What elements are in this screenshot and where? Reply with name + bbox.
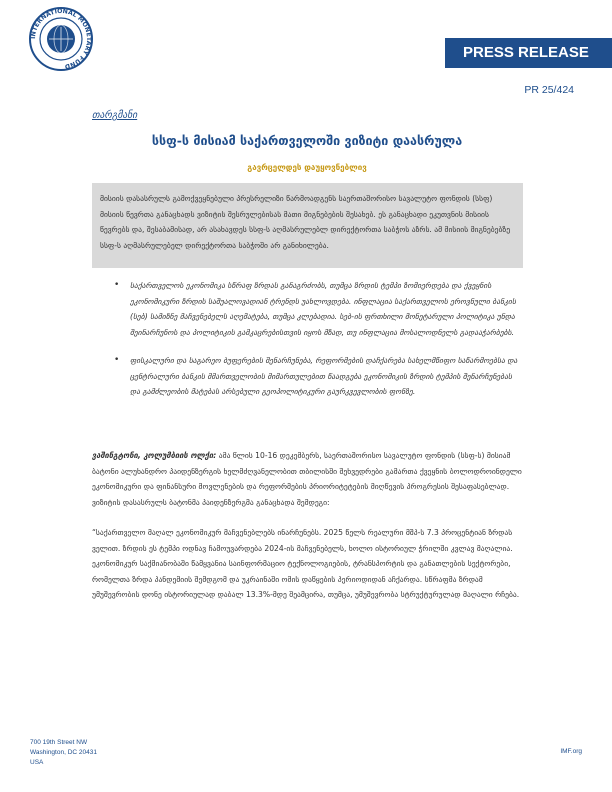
- paragraph-text: ამა წლის 10-16 დეკემბერს, საერთაშორისო სავალუტო ფონდის (სსფ-ს) მისიამ ბატონი ალუხანდრო პაიდენზერგის ხელმძღვანელობით თბილისში შეხვედრები გამართა ქვეყნის ბოლოდროინდელი ეკონომიკური და ფინანსური მოვლენების და რეფორმების პრიორიტეტების მიღწევის პროგრესის შესაფასებლად. ვიზიტის დასასრულს ბატონმა პაიდენზერგმა განაცხადა შემდეგი:: [92, 451, 522, 507]
- address-line: 700 19th Street NW: [30, 739, 88, 746]
- bullet-icon: •: [114, 355, 120, 365]
- list-item: [112, 353, 522, 400]
- svg-text:INTERNATIONAL MONETARY FUND: INTERNATIONAL MONETARY FUND: [29, 7, 93, 70]
- disclaimer-box: [92, 183, 523, 268]
- address-line: Washington, DC 20431: [30, 749, 97, 756]
- page-title: სსფ-ს მისიამ საქართველოში ვიზიტი დაასრულა: [151, 133, 463, 148]
- footer-address: [30, 738, 97, 768]
- body-paragraph-2: [92, 525, 522, 603]
- list-item: [112, 278, 522, 340]
- disclaimer-text: მისიის დასასრულს გამოქვეყნებული პრესრელიზი წარმოადგენს საერთაშორისო სავალუტო ფონდის (სსფ) მისიის წევრთა განაცხადს ვიზიტის შესრულებისას მათი მიგნებების შესახებ. ეს განაცხადი ეკუთვნის მისიის წევრებს და, შესაბამისად, არ ასახავდეს სსფ-ს აღმასრულებლ დირექტორთა საბჭოს აზრს. ამ მისიის მიგნებებზე სსფ-ს აღმასრულებელ დირექტორთა საბჭოში არ განიხილება.: [100, 194, 511, 250]
- translation-link[interactable]: თარგმანი: [92, 110, 138, 121]
- imf-seal-logo: [28, 6, 94, 72]
- bullet-text: ფისკალური და საგარეო ბუფერების შენარჩუნება, რეფორმების დაჩქარება სახელმწიფო საწარმოებსა და ცენტრალური ბანკის მმართველობის მიმართულებით წაადგება ეკონომიკის ზრდის ტემპის შენარჩუნებას და გამძლეობის მატებას არსებული გეოპოლიტიკური გაურკვევლობის ფონზე.: [130, 356, 518, 396]
- key-points-list: [112, 278, 522, 413]
- press-release-number: PR 25/424: [524, 84, 574, 96]
- paragraph-text: “საქართველო მაღალ ეკონომიკურ მაჩვენებლებს ინარჩუნებს. 2025 წელს რეალური მშპ-ს 7.3 პროცენტიან ზრდას ველით. ზრდის ეს ტემპი ოდნავ ჩამოუვარდება 2024-ის მაჩვენებელს, ხოლო ისტორიულ ჭრილში კვლავ მაღალია. ეკონომიკურ საქმიანობაში წამყვანია საინფორმაციო ტექნოლოგიების, ტრანსპორტის და განათლების სექტორები, რომელთა ზრდა პანდემიის შემდგომ და უკრაინაში ომის დაწყების პერიოდიდან აჩქარდა. სწრაფმა ზრდამ უმუშევრობის დონე ისტორიულად დაბალ 13.3%-მდე შეამცირა, თუმცა, უმუშევრობა სტრუქტურულად მაღალი რჩება.: [92, 528, 520, 599]
- bullet-icon: •: [114, 280, 120, 290]
- footer-website-link[interactable]: IMF.org: [560, 748, 582, 755]
- bullet-text: საქართველოს ეკონომიკა სწრაფ ზრდას განაგრძობს, თუმცა ზრდის ტემპი ზომიერდება და ქვეყნის ეკონომიკური ზრდის საშუალოვადიან ტრენდს უახლოვდება. ინფლაცია საქართველოს ეროვნული ბანკის (სებ) სამიზნე მაჩვენებელს აღემატება, თუმცა კლებადია. სებ-ის ფრთხილი მონეტარული პოლიტიკა უნდა შეინარჩუნოს და პოლიტიკის გამკაცრებისთვის იყოს მზად, თუ ინფლაცია მოსალოდნელს გადააჭარბებს.: [130, 281, 516, 337]
- body-paragraph-1: [92, 448, 522, 510]
- address-line: USA: [30, 759, 44, 766]
- dateline: ვაშინგტონი, კოლუმბიის ოლქი:: [92, 451, 217, 460]
- press-release-banner: PRESS RELEASE: [445, 38, 612, 68]
- release-instruction: გავრცელდეს დაუყოვნებლივ: [247, 163, 367, 172]
